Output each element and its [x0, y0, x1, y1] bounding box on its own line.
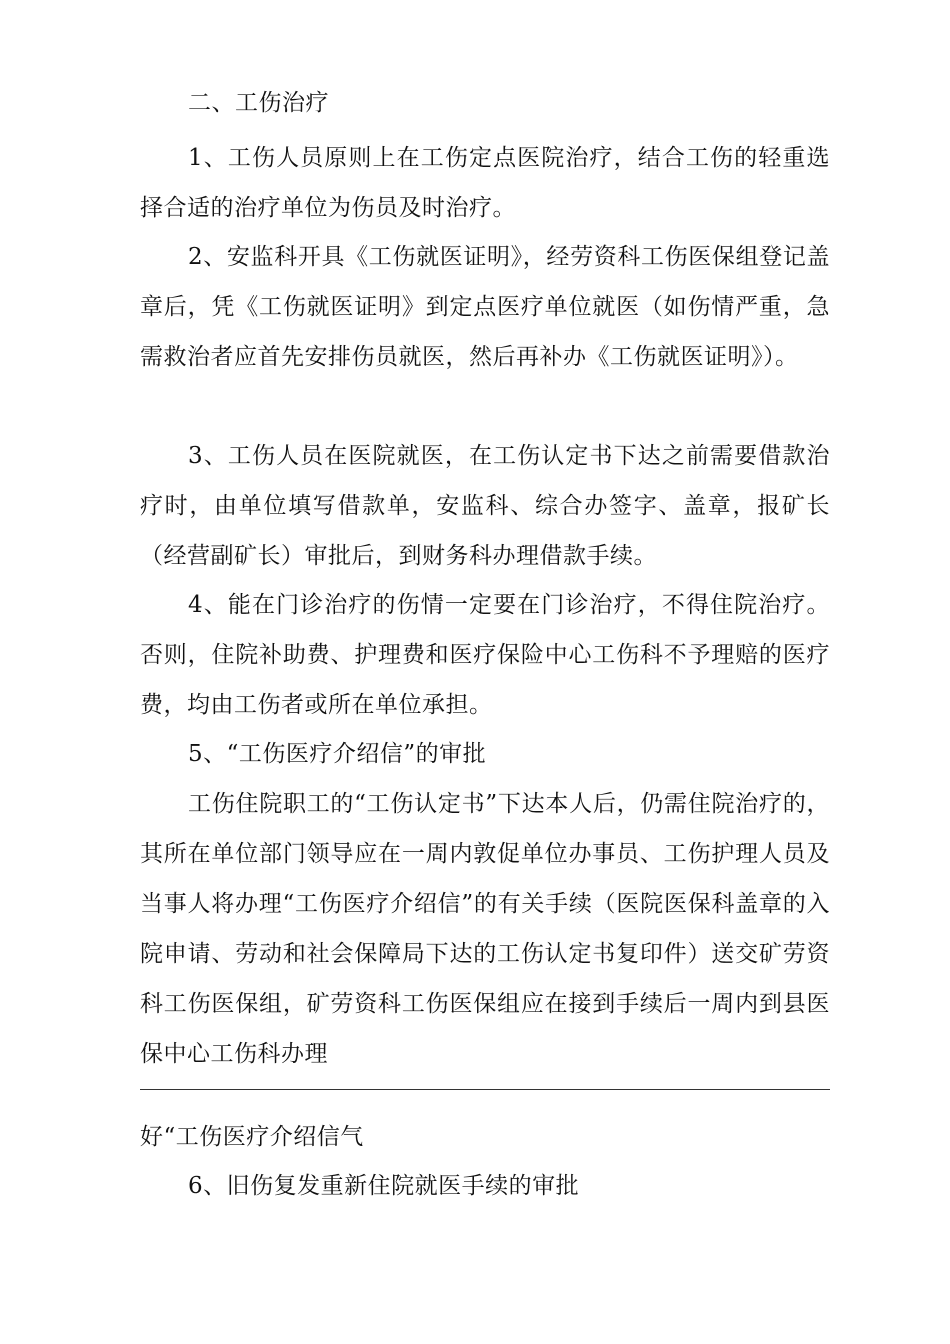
paragraph-item-6-title: 6、旧伤复发重新住院就医手续的审批 [188, 1173, 580, 1199]
paragraph-item-5-body: 工伤住院职工的“工伤认定书”下达本人后，仍需住院治疗的，其所在单位部门领导应在一周内敦促单位办事员、工伤护理人员及当事人将办理“工伤医疗介绍信”的有关手续（医院医保科盖章的入院申请、劳动和社会保障局下达的工伤认定书复印件）送交矿劳资科工伤医保组，矿劳资科工伤医保组应在接到手续后一周内到县医保中心工伤科办理 [140, 791, 830, 1067]
paragraph-item-4: 4、能在门诊治疗的伤情一定要在门诊治疗，不得住院治疗。否则，住院补助费、护理费和医疗保险中心工伤科不予理赔的医疗费，均由工伤者或所在单位承担。 [140, 592, 830, 718]
continuation-line: 好“工伤医疗介绍信气 [140, 1124, 364, 1150]
section-divider [140, 1089, 830, 1090]
paragraph-item-1: 1、工伤人员原则上在工伤定点医院治疗，结合工伤的轻重选择合适的治疗单位为伤员及时治疗。 [140, 145, 830, 221]
paragraph-item-2: 2、安监科开具《工伤就医证明》，经劳资科工伤医保组登记盖章后，凭《工伤就医证明》到定点医疗单位就医（如伤情严重，急需救治者应首先安排伤员就医，然后再补办《工伤就医证明》）。 [140, 244, 830, 370]
paragraph-item-3: 3、工伤人员在医院就医，在工伤认定书下达之前需要借款治疗时，由单位填写借款单，安监科、综合办签字、盖章，报矿长（经营副矿长）审批后，到财务科办理借款手续。 [140, 443, 830, 569]
section-heading: 二、工伤治疗 [188, 90, 329, 116]
paragraph-item-5-title: 5、“工伤医疗介绍信”的审批 [188, 741, 487, 767]
